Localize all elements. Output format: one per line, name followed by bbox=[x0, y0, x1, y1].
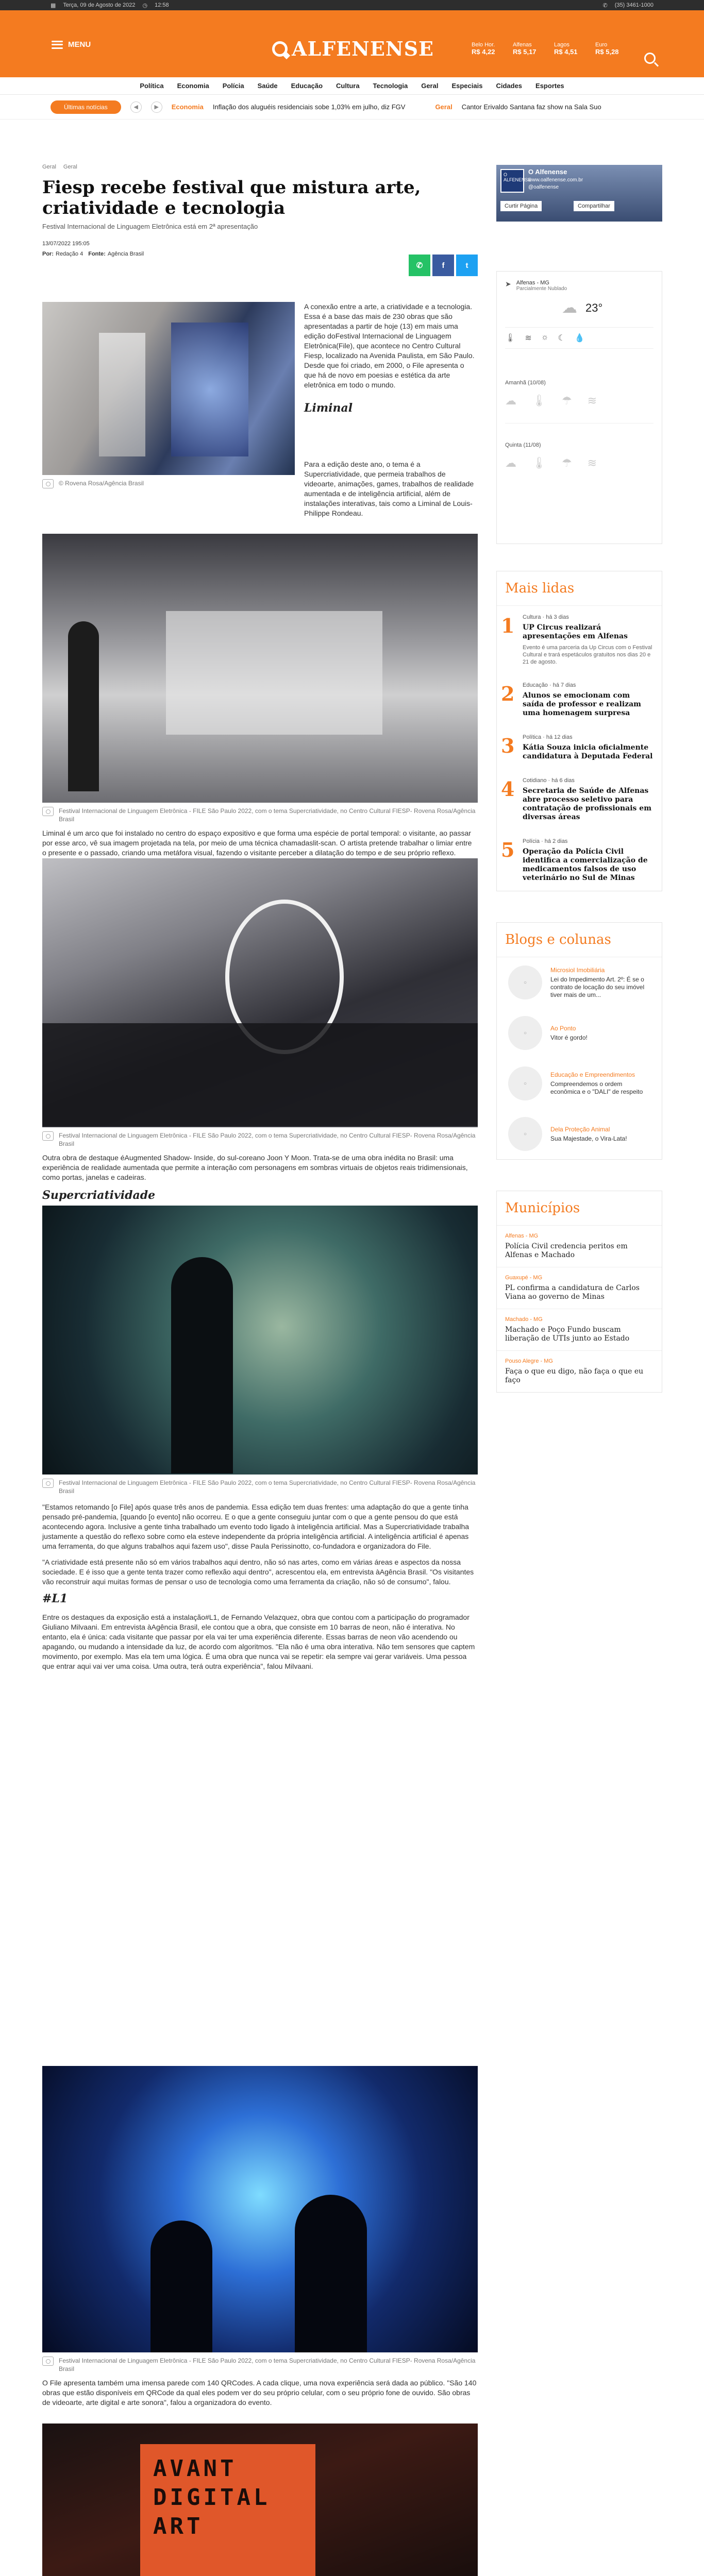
breadcrumb bbox=[42, 164, 478, 170]
article-author: Por: Redação 4 Fonte: Agência Brasil bbox=[42, 251, 144, 257]
location-icon: ➤ bbox=[505, 280, 511, 288]
weather-city: Alfenas bbox=[516, 280, 535, 286]
article-paragraph: O File apresenta também uma imensa parede com 140 QRCodes. A cada clique, uma nova experiência será dada ao público. "São 140 obras que estão disponíveis em QRCode da qual eles podem ver do seu próprio celular, com o seu próprio fone de ouvido. São obras de videoarte, arte digital e arte sonora", falou a organizadora do evento. bbox=[42, 2379, 477, 2406]
thermometer-icon: 🌡 bbox=[505, 334, 516, 343]
camera-icon bbox=[42, 1479, 54, 1488]
camera-icon bbox=[42, 2357, 54, 2366]
topbar-phone[interactable]: (35) 3461-1000 bbox=[614, 2, 653, 8]
camera-icon bbox=[42, 807, 54, 816]
ticker-badge: Últimas notícias bbox=[51, 100, 121, 114]
list-item[interactable]: 3 Política · há 12 dias Kátia Souza inicia oficialmente candidatura à Deputada Federal bbox=[501, 734, 653, 760]
article-image-1 bbox=[42, 302, 295, 475]
article-paragraph: Liminal é um arco que foi instalado no centro do espaço expositivo e que forma uma espécie de portal temporal: o visitante, ao passar por esse arco, vê sua imagem projetada na tela, por meio de uma técnica chamadaslit-scan. O artista pretende trabalhar o limiar entre o presente e o passado, criando uma metáfora visual, fazendo o visitante perceber a dilatação do tempo e de seu próprio reflexo. bbox=[42, 829, 472, 857]
calendar-icon: ▦ bbox=[51, 2, 56, 9]
fb-page-handle: @oalfenense bbox=[528, 184, 559, 190]
municipios-title: Municípios bbox=[505, 1200, 580, 1216]
article-subtitle: Festival Internacional de Linguagem Eletrônica está em 2ª apresentação bbox=[42, 223, 258, 230]
sunrise-icon: ☼ bbox=[541, 333, 549, 342]
fb-like-button[interactable]: Curtir Página bbox=[500, 201, 542, 211]
sidebar bbox=[496, 165, 662, 1393]
blogs-title: Blogs e colunas bbox=[505, 932, 611, 947]
rain-icon: ☂ bbox=[561, 394, 572, 407]
nav-item-geral[interactable]: Geral bbox=[421, 82, 439, 90]
breadcrumb-item[interactable]: Geral bbox=[63, 164, 77, 170]
list-item[interactable]: 1 Cultura · há 3 dias UP Circus realizará apresentações em Alfenas Evento é uma parceria da Up Circus com o Festival Cultural e trará espetáculos gratuitos nos dias 20 e 21 de agosto. bbox=[501, 614, 652, 665]
page-avatar: O ALFENENSE bbox=[500, 169, 524, 193]
article-date: 13/07/2022 195:05 bbox=[42, 241, 90, 247]
humidity-icon: 💧 bbox=[574, 334, 585, 343]
sunset-icon: ☾ bbox=[558, 334, 565, 343]
article-image-6 bbox=[42, 2424, 478, 2576]
avatar: ○ bbox=[508, 965, 542, 999]
list-item[interactable]: Guaxupé - MG PL confirma a candidatura de Carlos Viana ao governo de Minas bbox=[497, 1267, 662, 1309]
weather-temp: 23° bbox=[585, 301, 603, 314]
thermometer-icon: 🌡 bbox=[532, 394, 546, 407]
forecast-tomorrow: Amanhã (10/08) bbox=[505, 380, 546, 386]
nav-item-cidades[interactable]: Cidades bbox=[496, 82, 523, 90]
main-nav bbox=[0, 77, 704, 95]
article bbox=[42, 155, 478, 2539]
avatar: ○ bbox=[508, 1117, 542, 1151]
list-item[interactable]: 5 Polícia · há 2 dias Operação da Polícia Civil identifica a comercialização de medicamentos falsos de uso veterinário no Sul de Minas bbox=[501, 838, 648, 882]
logo-icon bbox=[272, 41, 288, 57]
thermometer-icon: 🌡 bbox=[532, 456, 546, 469]
menu-label: MENU bbox=[68, 40, 91, 49]
cloud-icon: ☁ bbox=[562, 299, 577, 316]
blogs-box bbox=[496, 922, 662, 1160]
blog-item[interactable]: ○ Microsiol Imobiliária Lei do Impedimento Art. 2º: É se o contrato de locação do seu imóvel tiver mais de um... bbox=[497, 957, 662, 1008]
weather-widget: ➤ Alfenas - MG Parcialmente Nublado ☁ 23° 🌡 ≋ ☼ ☾ 💧 Amanhã (10/08) ☁ 🌡 ☂ ≋ Quinta (11/08) ☁ 🌡 ☂ ≋ bbox=[496, 271, 662, 544]
camera-icon bbox=[42, 479, 54, 488]
facebook-widget[interactable] bbox=[496, 165, 662, 222]
section-heading-supercriatividade: Supercriatividade bbox=[42, 1189, 156, 1202]
weather-state: MG bbox=[540, 280, 549, 286]
news-ticker bbox=[0, 95, 704, 120]
article-image-3 bbox=[42, 858, 478, 1127]
avant-digital-art-sign: AVANT DIGITAL ART bbox=[153, 2455, 271, 2539]
list-item[interactable]: 4 Cotidiano · há 6 dias Secretaria de Saúde de Alfenas abre processo seletivo para contratação de profissionais em diversas áreas bbox=[501, 777, 652, 821]
nav-item-economia[interactable]: Economia bbox=[177, 82, 209, 90]
quote-4: Euro R$ 5,28 bbox=[595, 42, 619, 56]
wind-icon: ≋ bbox=[525, 334, 532, 343]
ticker-link-2[interactable]: Cantor Erivaldo Santana faz show na Sala Suo bbox=[461, 103, 601, 111]
page-title: Fiesp recebe festival que mistura arte, criatividade e tecnologia bbox=[42, 177, 421, 218]
chevron-left-icon[interactable]: ◀ bbox=[130, 101, 142, 113]
weather-condition: Parcialmente Nublado bbox=[516, 286, 567, 292]
article-paragraph: Outra obra de destaque éAugmented Shadow- Inside, do sul-coreano Joon Y Moon. Trata-se de uma obra inédita no Brasil: uma experiência de realidade aumentada que permite a interação com personagens em sombras virtuais de objetos reais tridimensionais, como portas, janelas e cadeiras. bbox=[42, 1154, 468, 1181]
nav-item-politica[interactable]: Política bbox=[140, 82, 164, 90]
ticker-cat-2: Geral bbox=[435, 103, 452, 111]
blog-item[interactable]: ○ Ao Ponto Vitor é gordo! bbox=[497, 1008, 662, 1058]
municipios-box bbox=[496, 1191, 662, 1393]
list-item[interactable]: Machado - MG Machado e Poço Fundo buscam liberação de UTIs junto ao Estado bbox=[497, 1309, 662, 1351]
nav-item-saude[interactable]: Saúde bbox=[257, 82, 278, 90]
list-item[interactable]: Alfenas - MG Polícia Civil credencia peritos em Alfenas e Machado bbox=[497, 1226, 662, 1267]
article-paragraph: "A criatividade está presente não só em vários trabalhos aqui dentro, não só nas artes, como em várias áreas e aspectos da nossa sociedade. E é isso que a gente tenta trazer como reflexão aqui dentro", acrescentou ela, em entrevista àAgência Brasil. "Os visitantes vão reconstruir aqui muitas formas de pensar o uso de tecnologia como uma ferramenta da criação, não só de consumo", falou. bbox=[42, 1558, 474, 1586]
section-heading-l1: #L1 bbox=[42, 1592, 68, 1605]
mais-lidas-title: Mais lidas bbox=[505, 581, 575, 596]
article-paragraph: Para a edição deste ano, o tema é a Supercriatividade, que permeia trabalhos de videoarte, animações, games, trabalhos de realidade aumentada e de inteligência artificial, além de instalações interativas, tais como a Liminal de Louis-Philippe Rondeau. bbox=[304, 460, 474, 517]
breadcrumb-item[interactable]: Geral bbox=[42, 164, 56, 170]
topbar-date: Terça, 09 de Agosto de 2022 bbox=[63, 2, 136, 8]
article-paragraph: Entre os destaques da exposição está a instalação#L1, de Fernando Velazquez, obra que contou com a participação do programador Giuliano Milvaani. Em entrevista àAgência Brasil, ele contou que a obra, que consiste em 10 barras de neon, não é interativa. No entanto, ela é única: cada visitante que passar por ela vai ter uma experiência diferente. Essas barras de neon vão acendendo ou apagando, ou mudando a intensidade da luz, de acordo com algoritmos. "Ela não é uma obra interativa. Não tem sensores que captem movimento, por exemplo. Mas ela tem uma lógica. É uma obra que nunca vai se repetir: ela sempre vai gerar variáveis. Uma pessoa que entrar aqui vai ver uma coisa. Uma outra, terá outra experiência", falou Milvaani. bbox=[42, 1613, 475, 1670]
image-caption: Festival Internacional de Linguagem Eletrônica - FILE São Paulo 2022, com o tema Supercriatividade, no Centro Cultural FIESP- Rovena Rosa/Agência Brasil bbox=[42, 807, 478, 823]
quote-1: Belo Hor. R$ 4,22 bbox=[472, 42, 495, 56]
forecast-thursday: Quinta (11/08) bbox=[505, 442, 541, 448]
blog-item[interactable]: ○ Dela Proteção Animal Sua Majestade, o Vira-Lata! bbox=[497, 1109, 662, 1159]
twitter-icon[interactable]: t bbox=[456, 255, 478, 276]
article-image-5 bbox=[42, 2066, 478, 2352]
hamburger-icon bbox=[52, 41, 63, 49]
avatar: ○ bbox=[508, 1066, 542, 1100]
share-buttons bbox=[409, 255, 478, 276]
list-item[interactable]: Pouso Alegre - MG Faça o que eu digo, não faça o que eu faço bbox=[505, 1358, 644, 1384]
chevron-right-icon[interactable]: ▶ bbox=[151, 101, 162, 113]
nav-item-esportes[interactable]: Esportes bbox=[535, 82, 564, 90]
blog-item[interactable]: ○ Educação e Empreendimentos Compreendemos o ordem econômica e o "DALI" de respeito bbox=[497, 1058, 662, 1109]
wind-icon: ≋ bbox=[587, 394, 597, 407]
image-caption: Festival Internacional de Linguagem Eletrônica - FILE São Paulo 2022, com o tema Supercriatividade, no Centro Cultural FIESP- Rovena Rosa/Agência Brasil bbox=[42, 1479, 478, 1495]
fb-share-button[interactable]: Compartilhar bbox=[574, 201, 614, 211]
top-bar bbox=[0, 0, 704, 10]
search-icon[interactable] bbox=[644, 53, 656, 64]
article-paragraph: A conexão entre a arte, a criatividade e a tecnologia. Essa é a base das mais de 230 obras que são apresentadas a partir de hoje (13) em mais uma edição doFestival Internacional de Linguagem Eletrônica(File), que acontece no Centro Cultural Fiesp, localizado na Avenida Paulista, em São Paulo. Desde que foi criado, em 2000, o File apresenta o que há de novo em poesias e estética da arte eletrônica em todo o mundo. bbox=[304, 302, 475, 389]
clock-icon: ◷ bbox=[142, 2, 148, 9]
article-image-2 bbox=[42, 534, 478, 803]
wind-icon: ≋ bbox=[587, 456, 597, 469]
article-paragraph: "Estamos retomando [o File] após quase três anos de pandemia. Essa edição tem duas frentes: uma adaptação do que a gente tinha pensado pré-pandemia, [quando [o evento] não ocorreu. E o que a gente conseguiu juntar com o que a gente pensou do que está acontecendo agora. Inclusive a gente tinha trabalhado um evento todo ligado à inteligência artificial. Mas a Supercriatividade trabalha justamente a questão do reflexo sobre como ela esteve independente da própria inteligência artificial. A inteligência artificial é apenas uma ferramenta, do que alguns trabalhos aqui fazem uso", disse Paula Perissinotto, co-fundadora e organizadora do File. bbox=[42, 1503, 470, 1550]
list-item[interactable]: 2 Educação · há 7 dias Alunos se emocionam com saída de professor e realizam uma homenagem surpresa bbox=[501, 682, 641, 717]
topbar-time: 12:58 bbox=[155, 2, 169, 8]
avatar: ○ bbox=[508, 1016, 542, 1050]
nav-item-policia[interactable]: Polícia bbox=[222, 82, 244, 90]
fb-page-sub: www.oalfenense.com.br bbox=[528, 177, 583, 183]
menu-button[interactable] bbox=[52, 40, 91, 49]
ticker-cat-1: Economia bbox=[171, 103, 204, 111]
quote-2: Alfenas R$ 5,17 bbox=[513, 42, 537, 56]
whatsapp-icon[interactable]: ✆ bbox=[409, 255, 430, 276]
facebook-icon[interactable]: f bbox=[432, 255, 454, 276]
ticker-link-1[interactable]: Inflação dos aluguéis residenciais sobe 1,03% em julho, diz FGV bbox=[212, 103, 406, 111]
site-logo[interactable]: ALFENENSE bbox=[272, 37, 434, 60]
nav-item-tecnologia[interactable]: Tecnologia bbox=[373, 82, 408, 90]
site-header bbox=[0, 10, 704, 77]
mais-lidas-box bbox=[496, 571, 662, 891]
cloud-icon: ☁ bbox=[505, 456, 516, 469]
article-image-4 bbox=[42, 1206, 478, 1475]
rain-icon: ☂ bbox=[561, 456, 572, 469]
nav-item-educacao[interactable]: Educação bbox=[291, 82, 323, 90]
camera-icon bbox=[42, 1131, 54, 1141]
cloud-icon: ☁ bbox=[505, 394, 516, 407]
nav-item-cultura[interactable]: Cultura bbox=[336, 82, 360, 90]
image-caption: © Rovena Rosa/Agência Brasil bbox=[42, 479, 295, 488]
phone-icon: ✆ bbox=[602, 2, 608, 9]
fb-page-name: O Alfenense bbox=[528, 168, 567, 176]
image-caption: Festival Internacional de Linguagem Eletrônica - FILE São Paulo 2022, com o tema Supercriatividade, no Centro Cultural FIESP- Rovena Rosa/Agência Brasil bbox=[42, 2357, 478, 2373]
nav-item-especiais[interactable]: Especiais bbox=[451, 82, 483, 90]
section-heading-liminal: Liminal bbox=[304, 401, 353, 415]
image-caption: Festival Internacional de Linguagem Eletrônica - FILE São Paulo 2022, com o tema Supercriatividade, no Centro Cultural FIESP- Rovena Rosa/Agência Brasil bbox=[42, 1131, 478, 1148]
quote-3: Lagos R$ 4,51 bbox=[554, 42, 578, 56]
